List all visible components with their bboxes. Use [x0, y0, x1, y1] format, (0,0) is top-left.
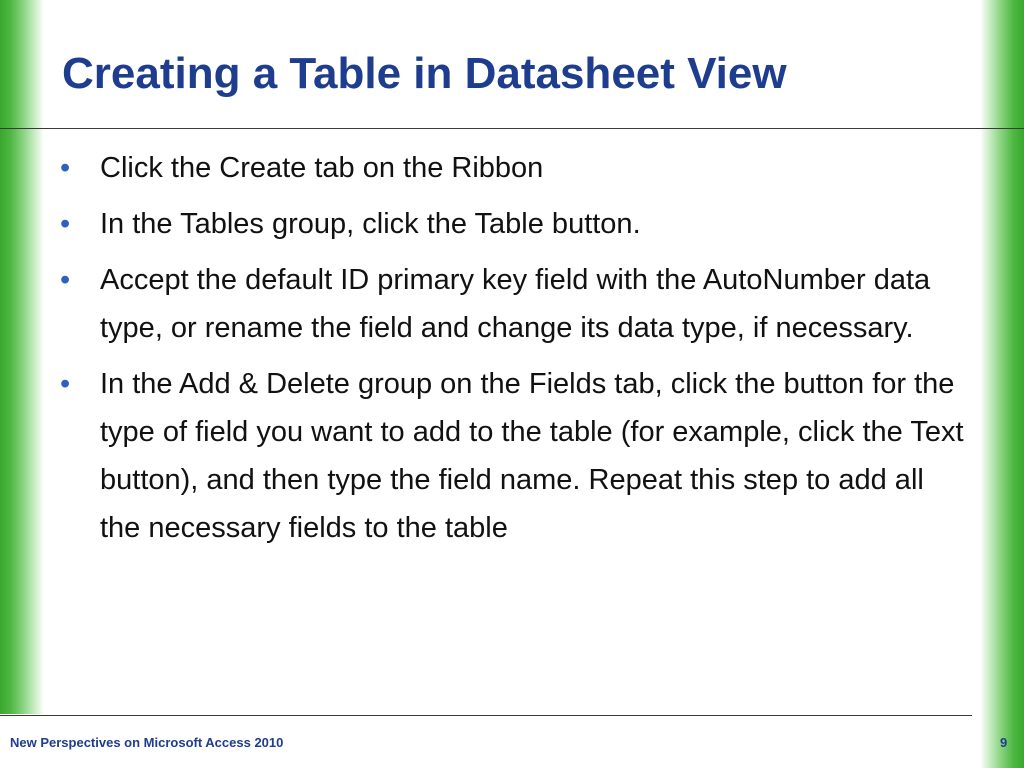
slide-title: Creating a Table in Datasheet View: [62, 49, 787, 98]
bullet-text: Click the Create tab on the Ribbon: [100, 152, 544, 184]
bullet-marker: •: [60, 264, 71, 296]
left-accent-bar: [0, 0, 44, 714]
footer-divider: [0, 715, 972, 716]
bullet-marker: •: [60, 208, 71, 240]
bullet-list: [60, 144, 970, 560]
bullet-marker: •: [60, 368, 71, 400]
page-number: 9: [1000, 735, 1008, 750]
right-accent-bar: [980, 0, 1024, 768]
bullet-item: [60, 200, 970, 248]
footer-caption: New Perspectives on Microsoft Access 2010: [10, 735, 284, 750]
bullet-marker: •: [60, 152, 71, 184]
bullet-text: Accept the default ID primary key field with the AutoNumber data type, or rename the field and change its data type, if necessary.: [100, 264, 931, 344]
bullet-text: In the Add & Delete group on the Fields tab, click the button for the type of field you want to add to the table (for example, click the Text button), and then type the field name. Repeat this step to add all the necessary fields to the table: [100, 368, 964, 544]
title-divider: [0, 128, 1024, 129]
bullet-text: In the Tables group, click the Table button.: [100, 208, 641, 240]
bullet-item: [60, 144, 970, 192]
bullet-item: [60, 256, 970, 352]
bullet-item: [60, 360, 970, 552]
